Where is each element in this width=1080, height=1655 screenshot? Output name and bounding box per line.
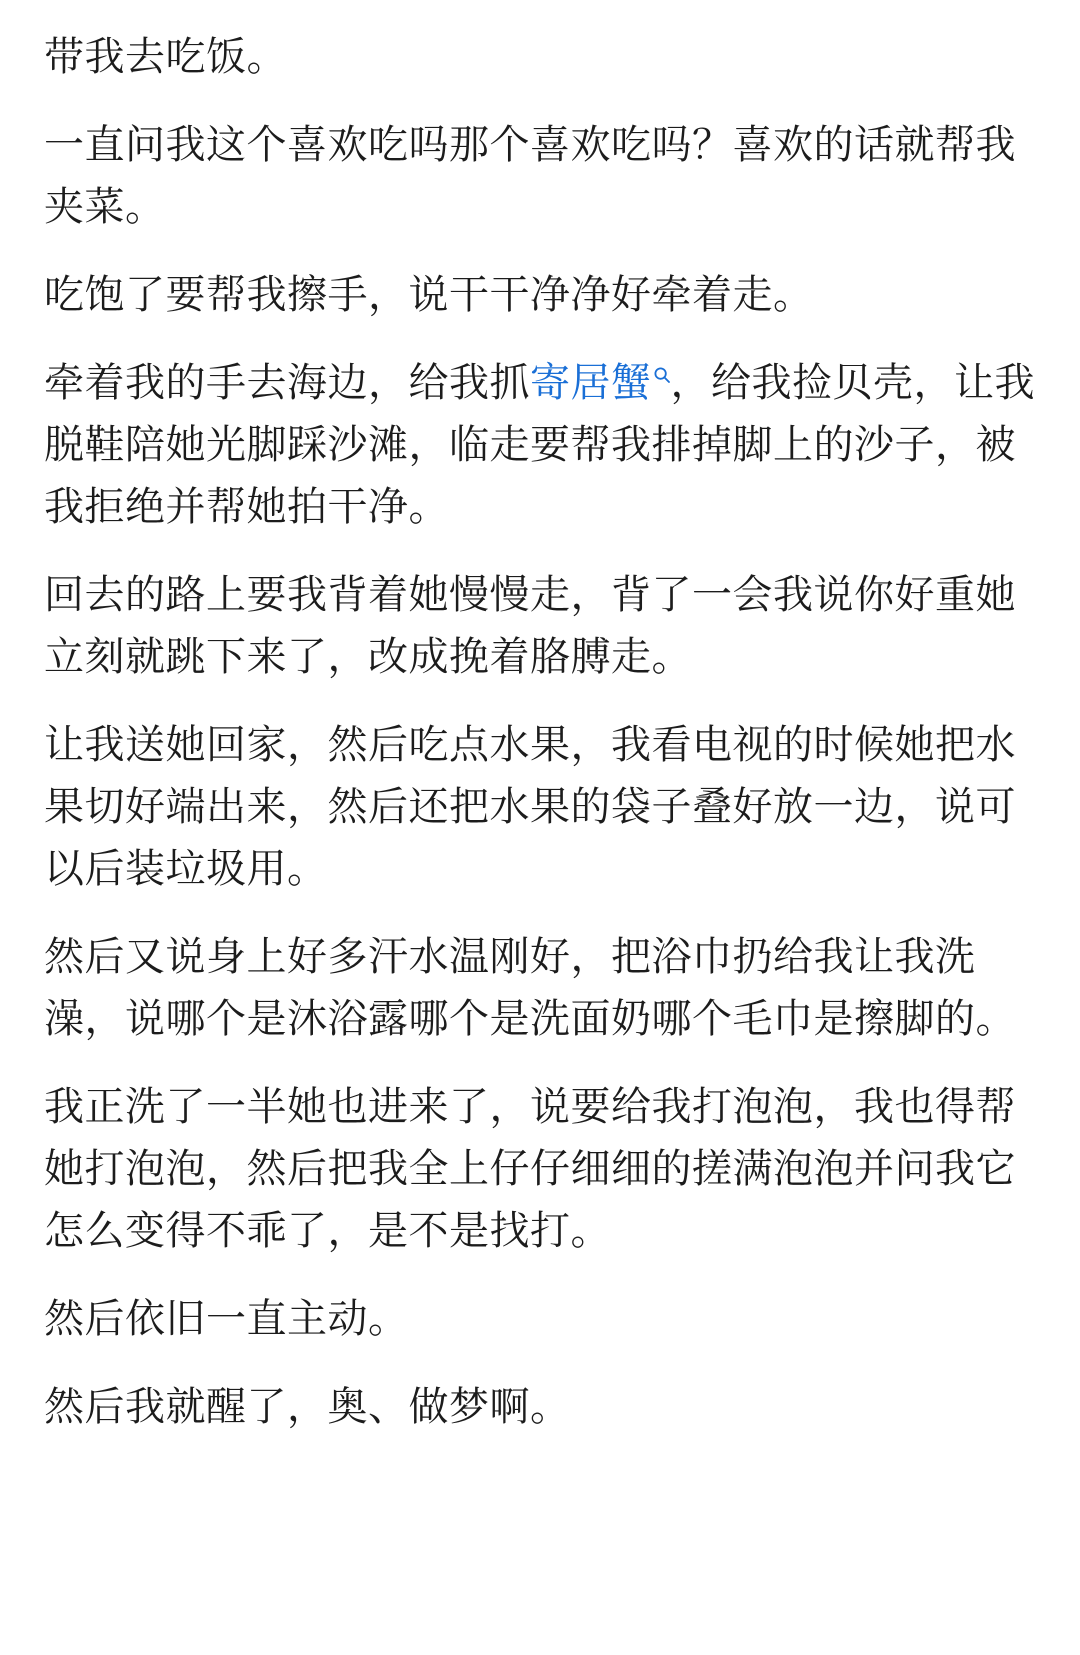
entity-link-hermit-crab[interactable] (530, 361, 652, 405)
paragraph-text-prefix: 牵着我的手去海边，给我抓 (44, 361, 530, 405)
paragraph: 回去的路上要我背着她慢慢走，背了一会我说你好重她立刻就跳下来了，改成挽着胳膊走。 (44, 573, 1016, 679)
paragraph: 带我去吃饭。 (44, 35, 287, 79)
paragraph: 然后依旧一直主动。 (44, 1297, 409, 1341)
paragraph: 我正洗了一半她也进来了，说要给我打泡泡，我也得帮她打泡泡，然后把我全上仔仔细细的搓满泡泡并问我它怎么变得不乖了，是不是找打。 (44, 1085, 1016, 1253)
paragraph: 吃饱了要帮我擦手，说干干净净好牵着走。 (44, 273, 814, 317)
paragraph: 一直问我这个喜欢吃吗那个喜欢吃吗？喜欢的话就帮我夹菜。 (44, 123, 1016, 229)
paragraph-text-suffix: ，给我捡贝壳，让我脱鞋陪她光脚踩沙滩，临走要帮我排掉脚上的沙子，被我拒绝并帮她拍干净。 (44, 361, 1035, 529)
paragraph-with-entity-link (44, 352, 1036, 538)
paragraph: 让我送她回家，然后吃点水果，我看电视的时候她把水果切好端出来，然后还把水果的袋子叠好放一边，说可以后装垃圾用。 (44, 723, 1016, 891)
paragraph: 然后又说身上好多汗水温刚好，把浴巾扔给我让我洗澡，说哪个是沐浴露哪个是洗面奶哪个毛巾是擦脚的。 (44, 935, 1016, 1041)
entity-link-label: 寄居蟹 (530, 361, 652, 405)
paragraph: 然后我就醒了，奥、做梦啊。 (44, 1385, 571, 1429)
search-badge-icon[interactable] (653, 366, 671, 384)
